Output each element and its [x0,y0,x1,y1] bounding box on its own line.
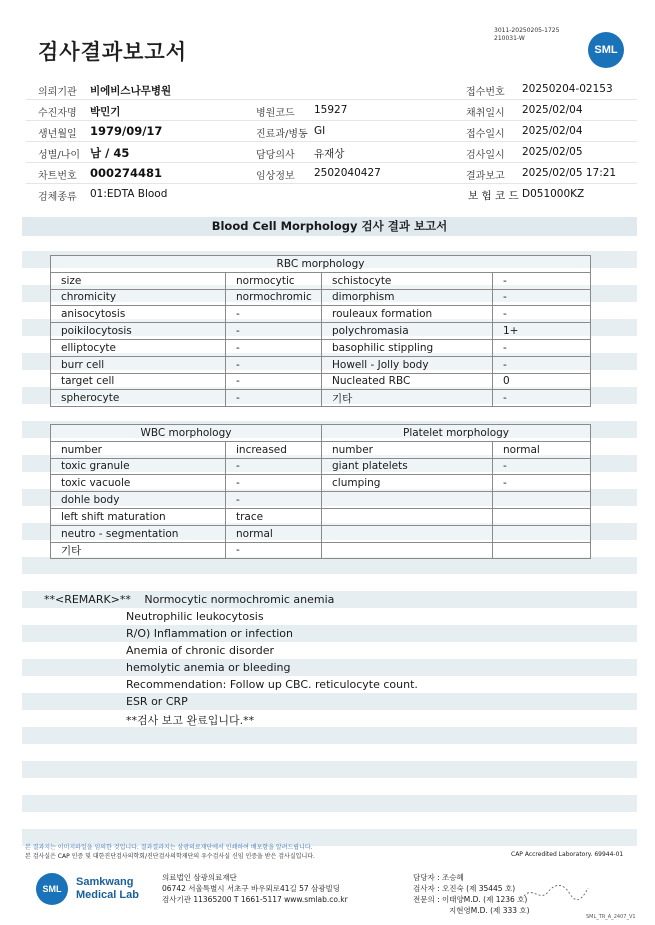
info-row [26,79,637,100]
info-label: 수진자명 [38,108,77,119]
remark-line: hemolytic anemia or bleeding [126,661,291,674]
samkwang-logo [36,873,139,905]
table-row [51,508,591,525]
cell: toxic granule [51,458,226,475]
sml-logo: SML [588,32,624,68]
cell: normochromic [226,289,322,306]
cell: 1+ [493,323,591,340]
cell [493,508,591,525]
info-label: 접수일시 [466,129,505,140]
logo-name-line: Medical Lab [76,889,139,901]
cell [322,508,493,525]
table-row [51,441,591,458]
info-label: 차트번호 [38,171,77,182]
remark-line: Normocytic normochromic anemia [144,593,335,606]
remark-line: Recommendation: Follow up CBC. reticulocyte count. [126,678,418,691]
cell: - [493,289,591,306]
info-value: 01:EDTA Blood [90,188,168,200]
info-label: 접수번호 [466,87,505,98]
form-code: SML_TR_A_2407_V1 [586,914,636,920]
table-row [51,475,591,492]
table-row [51,458,591,475]
info-label: 병원코드 [256,108,295,119]
document-code [494,27,559,43]
info-label: 생년월일 [38,129,77,140]
info-label: 검사일시 [466,150,505,161]
info-label: 채취일시 [466,108,505,119]
signature-icon [520,880,590,904]
cell: normocytic [226,272,322,289]
table-row [51,323,591,340]
info-row [26,163,637,184]
cell: clumping [322,475,493,492]
logo-name-line: Samkwang [76,876,134,888]
wbc-heading: WBC morphology [51,425,322,442]
cell: neutro - segmentation [51,525,226,542]
info-value: 2025/02/04 [522,125,583,137]
cell: - [226,356,322,373]
document-code-line: 3011-20250205-1725 [494,27,560,34]
table-row [51,492,591,509]
page-title: 검사결과보고서 [38,40,188,64]
cell: dimorphism [322,289,493,306]
cell: burr cell [51,356,226,373]
info-value: 2025/02/05 [522,146,583,158]
cell: - [226,339,322,356]
cell [493,525,591,542]
cell: - [493,339,591,356]
info-value: D051000KZ [522,188,585,200]
cell: giant platelets [322,458,493,475]
info-row [26,121,637,142]
wbc-platelet-morphology-table [50,424,591,559]
cell: - [226,492,322,509]
remark [44,593,334,606]
info-value: GI [314,125,326,137]
cell: Howell - Jolly body [322,356,493,373]
table-row [51,289,591,306]
cell: 0 [493,373,591,390]
info-label: 담당의사 [256,150,295,161]
info-label: 결과보고 [466,171,505,182]
footer-note: 본 검사실은 CAP 인증 및 대한진단검사의학회/진단검사의학재단의 우수검사실 신임 인증을 받은 검사실입니다. [25,853,315,860]
address-line: 의료법인 삼광의료재단 [162,873,237,882]
sml-logo-mark: SML [36,873,68,905]
report-title: Blood Cell Morphology 검사 결과 보고서 [22,217,637,236]
staff-line: 지현영M.D. (제 333 호) [449,906,530,915]
address-line: 06742 서울특별시 서초구 바우뫼로41길 57 삼광빌딩 [162,884,341,893]
cell: - [493,356,591,373]
info-value: 비에비스나무병원 [90,85,172,97]
info-row [26,184,637,205]
cell: - [226,458,322,475]
info-row [26,100,637,121]
cell: trace [226,508,322,525]
cell: increased [226,441,322,458]
cell: - [493,475,591,492]
cell: basophilic stippling [322,339,493,356]
patient-name: 박민기 [90,106,121,118]
info-value: 2025/02/04 [522,104,583,116]
info-label: 진료과/병동 [256,129,308,140]
cell: - [226,542,322,559]
cell [493,542,591,559]
cell: - [226,323,322,340]
info-value: 15927 [314,104,348,116]
table-row [51,525,591,542]
cell: spherocyte [51,390,226,407]
info-value: 유재상 [314,148,345,160]
remark-line: Neutrophilic leukocytosis [126,610,264,623]
footer-note: 본 결과지는 이미지파일을 임의한 것입니다. 결과결과지는 삼광의료재단에서 인쇄하여 배포함을 알려드립니다. [25,844,313,851]
sex-age: 남 / 45 [90,146,130,160]
staff-line: 담당자 : 조승혜 [413,873,464,882]
remark-label: **<REMARK>** [44,593,131,606]
cell: - [493,390,591,407]
chart-number: 000274481 [90,166,163,180]
remark-line: Anemia of chronic disorder [126,644,275,657]
cell: normal [226,525,322,542]
cell [322,542,493,559]
info-label: 성별/나이 [38,150,81,161]
staff-list [413,872,530,916]
cell: polychromasia [322,323,493,340]
table-row [51,542,591,559]
table-row [51,306,591,323]
cell: toxic vacuole [51,475,226,492]
info-value: 2025/02/05 17:21 [522,167,617,179]
cell: - [226,475,322,492]
cell: anisocytosis [51,306,226,323]
staff-line: 검사자 : 오진숙 (제 35445 호) [413,884,516,893]
remark-line: **검사 보고 완료입니다.** [126,714,255,727]
staff-line: 전문의 : 이태양M.D. (제 1236 호) [413,895,528,904]
info-value: 2502040427 [314,167,381,179]
cell: 기타 [322,390,493,407]
patient-info [26,79,637,205]
document-code-line: 210031-W [494,35,525,42]
cell [322,525,493,542]
info-label: 검체종류 [38,192,77,203]
cell: size [51,272,226,289]
remark-line: ESR or CRP [126,695,188,708]
info-label: 의뢰기관 [38,87,77,98]
cap-accreditation: CAP Accredited Laboratory. 69944-01 [511,851,624,858]
remark-line: R/O) Inflammation or infection [126,627,293,640]
rbc-heading: RBC morphology [51,256,591,273]
table-row [51,390,591,407]
info-label: 보 험 코 드 [468,190,519,202]
cell: normal [493,441,591,458]
platelet-heading: Platelet morphology [322,425,591,442]
birth-date: 1979/09/17 [90,124,163,138]
table-row [51,339,591,356]
cell: elliptocyte [51,339,226,356]
rbc-morphology-table [50,255,591,407]
cell [322,492,493,509]
cell: poikilocytosis [51,323,226,340]
info-value: 20250204-02153 [522,83,613,95]
cell [493,492,591,509]
cell: - [226,390,322,407]
cell: 기타 [51,542,226,559]
cell: - [493,272,591,289]
table-row [51,272,591,289]
table-row [51,373,591,390]
cell: dohle body [51,492,226,509]
cell: left shift maturation [51,508,226,525]
info-label: 임상정보 [256,171,295,182]
lab-address [162,872,348,905]
cell: - [226,306,322,323]
cell: - [493,306,591,323]
table-row [51,356,591,373]
cell: target cell [51,373,226,390]
cell: chromicity [51,289,226,306]
cell: Nucleated RBC [322,373,493,390]
info-row [26,142,637,163]
cell: number [322,441,493,458]
logo-name [76,876,139,902]
cell: rouleaux formation [322,306,493,323]
cell: number [51,441,226,458]
cell: - [493,458,591,475]
cell: schistocyte [322,272,493,289]
cell: - [226,373,322,390]
address-line: 검사기관 11365200 T 1661-5117 www.smlab.co.kr [162,895,348,904]
